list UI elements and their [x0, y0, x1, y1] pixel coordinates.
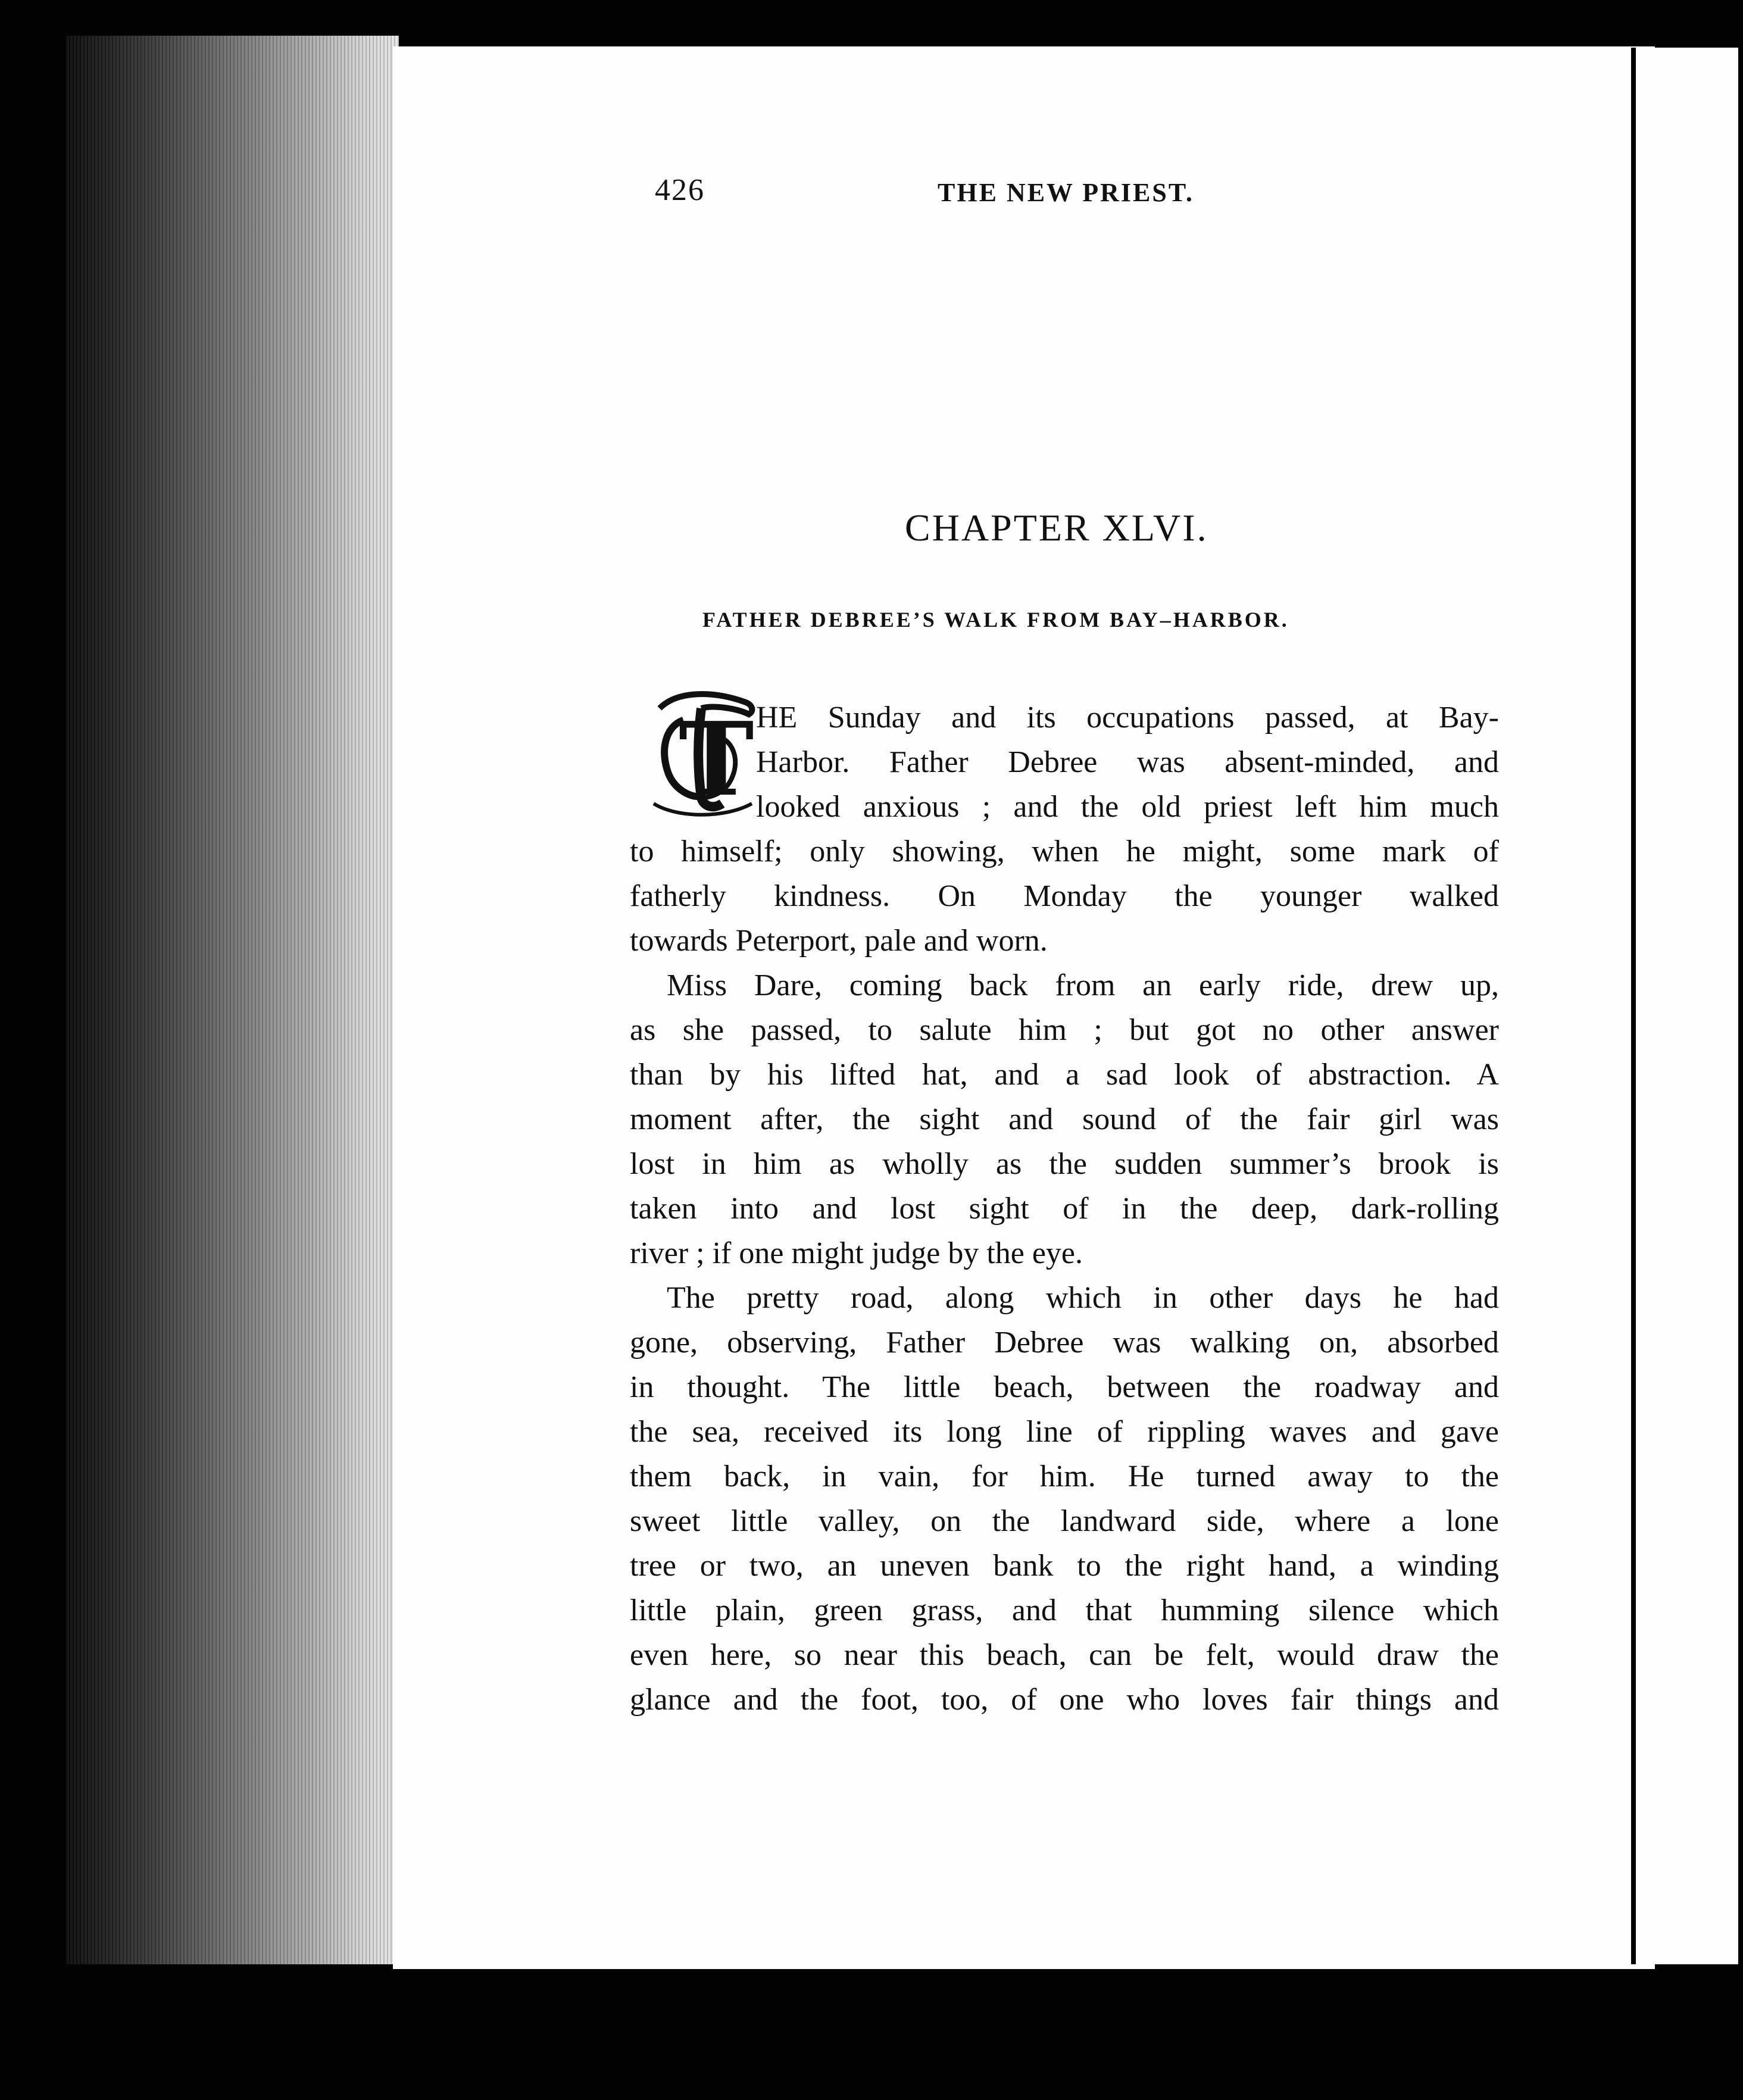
text-line: sweet little valley, on the landward side, where a lone — [630, 1504, 1499, 1538]
text-line: them back, in vain, for him. He turned away to the — [630, 1460, 1499, 1493]
text-line: river ; if one might judge by the eye. — [630, 1236, 1083, 1270]
text-line: lost in him as wholly as the sudden summer’s brook is — [630, 1147, 1499, 1181]
text-line: looked anxious ; and the old priest left him much — [756, 790, 1499, 824]
text-line: as she passed, to salute him ; but got no other answer — [630, 1013, 1499, 1047]
text-line: the sea, received its long line of rippling waves and gave — [630, 1415, 1499, 1449]
body-text — [630, 695, 1499, 1722]
text-line: in thought. The little beach, between the roadway and — [630, 1370, 1499, 1404]
text-line: tree or two, an uneven bank to the right hand, a winding — [630, 1549, 1499, 1583]
text-line: fatherly kindness. On Monday the younger walked — [630, 879, 1499, 913]
chapter-subtitle: FATHER DEBREE’S WALK FROM BAY–HARBOR. — [702, 608, 1289, 632]
text-line: even here, so near this beach, can be felt, would draw the — [630, 1638, 1499, 1672]
running-head: THE NEW PRIEST. — [938, 178, 1194, 207]
text-line: glance and the foot, too, of one who loves fair things and — [630, 1683, 1499, 1717]
facing-page-edge — [1649, 48, 1738, 1964]
text-line: taken into and lost sight of in the deep, dark-rolling — [630, 1192, 1499, 1226]
page-number: 426 — [655, 173, 705, 207]
text-line: Miss Dare, coming back from an early ride, drew up, — [667, 968, 1499, 1002]
text-line: towards Peterport, pale and worn. — [630, 924, 1048, 958]
book-page-edges — [65, 36, 399, 1964]
chapter-title: CHAPTER XLVI. — [905, 507, 1208, 549]
text-line: The pretty road, along which in other days he had — [667, 1281, 1499, 1315]
text-line: to himself; only showing, when he might, some mark of — [630, 835, 1499, 868]
text-line: than by his lifted hat, and a sad look of abstraction. A — [630, 1058, 1499, 1092]
text-line: moment after, the sight and sound of the fair girl was — [630, 1102, 1499, 1136]
text-line: gone, observing, Father Debree was walking on, absorbed — [630, 1326, 1499, 1360]
text-line: little plain, green grass, and that humming silence which — [630, 1593, 1499, 1627]
drop-cap-letter: T — [679, 700, 754, 819]
text-line: HE Sunday and its occupations passed, at Bay- — [756, 701, 1499, 735]
text-line: Harbor. Father Debree was absent-minded, and — [756, 745, 1499, 779]
page-gutter-shadow — [1631, 48, 1636, 1964]
